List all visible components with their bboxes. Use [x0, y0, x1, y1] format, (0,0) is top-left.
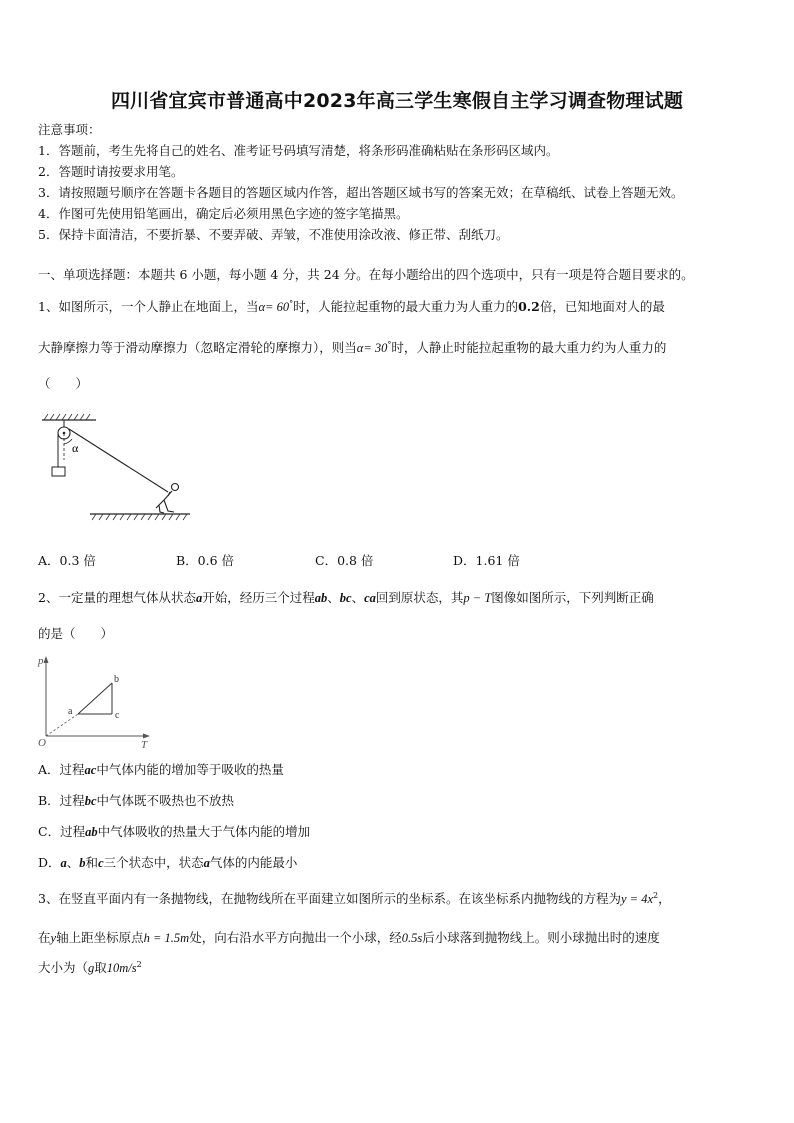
q2-option-a: A．过程ac中气体内能的增加等于吸收的热量 — [38, 762, 284, 777]
q1-figure-alpha-label: α — [72, 441, 79, 455]
q1-line-1: 1、如图所示，一个人静止在地面上，当α= 60°时，人能拉起重物的最大重力为人重力的0.2倍，已知地面对人的最 — [38, 298, 665, 314]
q3-line-3: 大小为（g取$10m/s^2$ — [38, 959, 142, 975]
q1-person-figure — [156, 484, 179, 514]
q3-line-2: 在y轴上距坐标原点h = 1.5m处，向右沿水平方向抛出一个小球，经0.5s后小球落到抛物线上。则小球抛出时的速度 — [38, 930, 660, 945]
q1-option-c: C．0.8 倍 — [315, 553, 374, 568]
q1-option-b: B．0.6 倍 — [176, 553, 235, 568]
q1-option-d: D．1.61 倍 — [453, 553, 520, 568]
q2-option-b: B．过程bc中气体既不吸热也不放热 — [38, 793, 235, 808]
note-item-5: 5．保持卡面清洁，不要折暴、不要弄破、弄皱，不准使用涂改液、修正带、刮纸刀。 — [38, 227, 509, 242]
q2-state-c: c — [115, 710, 120, 721]
note-item-2: 2．答题时请按要求用笔。 — [38, 164, 184, 179]
q1-pulley-figure — [36, 412, 196, 524]
page-title: 四川省宜宾市普通高中2023年高三学生寒假自主学习调查物理试题 — [110, 90, 684, 112]
q3-line-1: 3、在竖直平面内有一条抛物线，在抛物线所在平面建立如图所示的坐标系。在该坐标系内抛物线的方程为$y = 4x^2$， — [38, 890, 671, 906]
note-item-4: 4．作图可先使用铅笔画出，确定后必须用黑色字迹的签字笔描黑。 — [38, 206, 409, 221]
q2-pT-graph — [34, 652, 159, 748]
q2-option-c: C．过程ab中气体吸收的热量大于气体内能的增加 — [38, 824, 311, 839]
section-heading: 一、单项选择题：本题共 6 小题，每小题 4 分，共 24 分。在每小题给出的四个选项中，只有一项是符合题目要求的。 — [38, 267, 694, 282]
q2-axis-T: T — [141, 739, 148, 748]
note-item-3: 3．请按照题号顺序在答题卡各题目的答题区域内作答，超出答题区域书写的答案无效；在草稿纸、试卷上答题无效。 — [38, 185, 684, 200]
q1-answer-paren: （ ） — [38, 376, 89, 391]
notes-heading: 注意事项： — [38, 122, 101, 137]
q1-option-a: A．0.3 倍 — [38, 553, 96, 568]
q2-line-2: 的是（ ） — [38, 626, 114, 641]
q2-line-1: 2、一定量的理想气体从状态a开始，经历三个过程ab、bc、ca回到原状态，其p − T图像如图所示，下列判断正确 — [38, 590, 654, 605]
q2-axis-p: p — [38, 655, 44, 667]
q2-option-d: D．a、b和c三个状态中，状态a气体的内能最小 — [38, 855, 298, 870]
q2-state-b: b — [114, 674, 119, 685]
q1-line-2: 大静摩擦力等于滑动摩擦力（忽略定滑轮的摩擦力），则当α= 30°时，人静止时能拉起重物的最大重力约为人重力的 — [38, 339, 667, 355]
q2-origin: O — [38, 737, 46, 748]
q2-state-a: a — [68, 706, 73, 717]
note-item-1: 1．答题前，考生先将自己的姓名、准考证号码填写清楚，将条形码准确粘贴在条形码区域内。 — [38, 143, 559, 158]
